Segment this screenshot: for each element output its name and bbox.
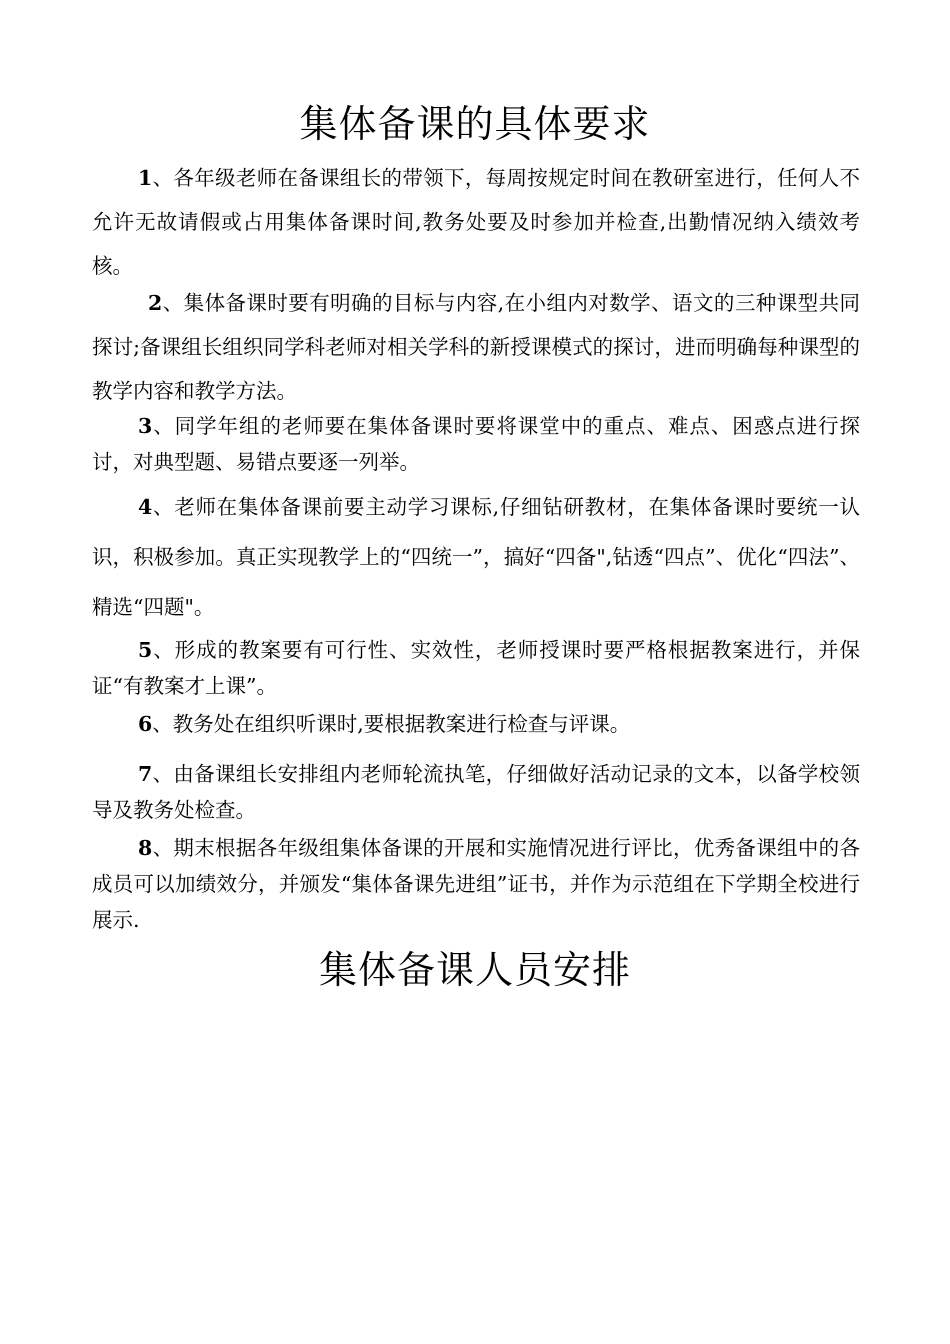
requirement-number: 3 xyxy=(138,414,153,438)
requirement-text: 、集体备课时要有明确的目标与内容,在小组内对数学、语文的三种课型共同探讨;备课组长组织同学科老师对相关学科的新授课模式的探讨，进而明确每种课型的教学内容和教学方法。 xyxy=(92,291,860,403)
requirement-text: 、由备课组长安排组内老师轮流执笔，仔细做好活动记录的文本，以备学校领导及教务处检查。 xyxy=(92,762,860,822)
requirement-number: 7 xyxy=(138,762,153,786)
requirement-paragraph-2 xyxy=(92,281,860,413)
requirement-number: 5 xyxy=(138,638,153,662)
requirement-number: 6 xyxy=(138,712,153,736)
requirement-text: 、老师在集体备课前要主动学习课标,仔细钻研教材，在集体备课时要统一认识，积极参加。真正实现教学上的“四统一”，搞好“四备",钻透“四点”、优化“四法”、精选“四题"。 xyxy=(92,495,860,619)
requirement-text: 、各年级老师在备课组长的带领下，每周按规定时间在教研室进行，任何人不允许无故请假或占用集体备课时间,教务处要及时参加并检查,出勤情况纳入绩效考核。 xyxy=(92,166,860,278)
requirement-text: 、教务处在组织听课时,要根据教案进行检查与评课。 xyxy=(152,712,631,736)
requirement-paragraph-3 xyxy=(92,408,860,480)
requirement-paragraph-4 xyxy=(92,482,860,632)
requirement-paragraph-6 xyxy=(92,706,860,742)
requirement-number: 2 xyxy=(148,291,163,315)
requirement-paragraph-7 xyxy=(92,756,860,828)
requirement-text: 、形成的教案要有可行性、实效性，老师授课时要严格根据教案进行，并保证“有教案才上课”。 xyxy=(92,638,860,698)
page-title: 集体备课的具体要求 xyxy=(299,102,651,146)
requirement-paragraph-1 xyxy=(92,156,860,288)
requirement-text: 、期末根据各年级组集体备课的开展和实施情况进行评比，优秀备课组中的各成员可以加绩效分，并颁发“集体备课先进组”证书，并作为示范组在下学期全校进行展示. xyxy=(92,836,860,932)
section-title: 集体备课人员安排 xyxy=(318,948,631,992)
requirement-paragraph-8 xyxy=(92,830,860,938)
requirement-number: 4 xyxy=(138,495,153,519)
requirement-paragraph-5 xyxy=(92,632,860,704)
requirement-number: 8 xyxy=(138,836,153,860)
requirement-text: 、同学年组的老师要在集体备课时要将课堂中的重点、难点、困惑点进行探讨，对典型题、易错点要逐一列举。 xyxy=(92,414,860,474)
requirement-number: 1 xyxy=(138,166,153,190)
